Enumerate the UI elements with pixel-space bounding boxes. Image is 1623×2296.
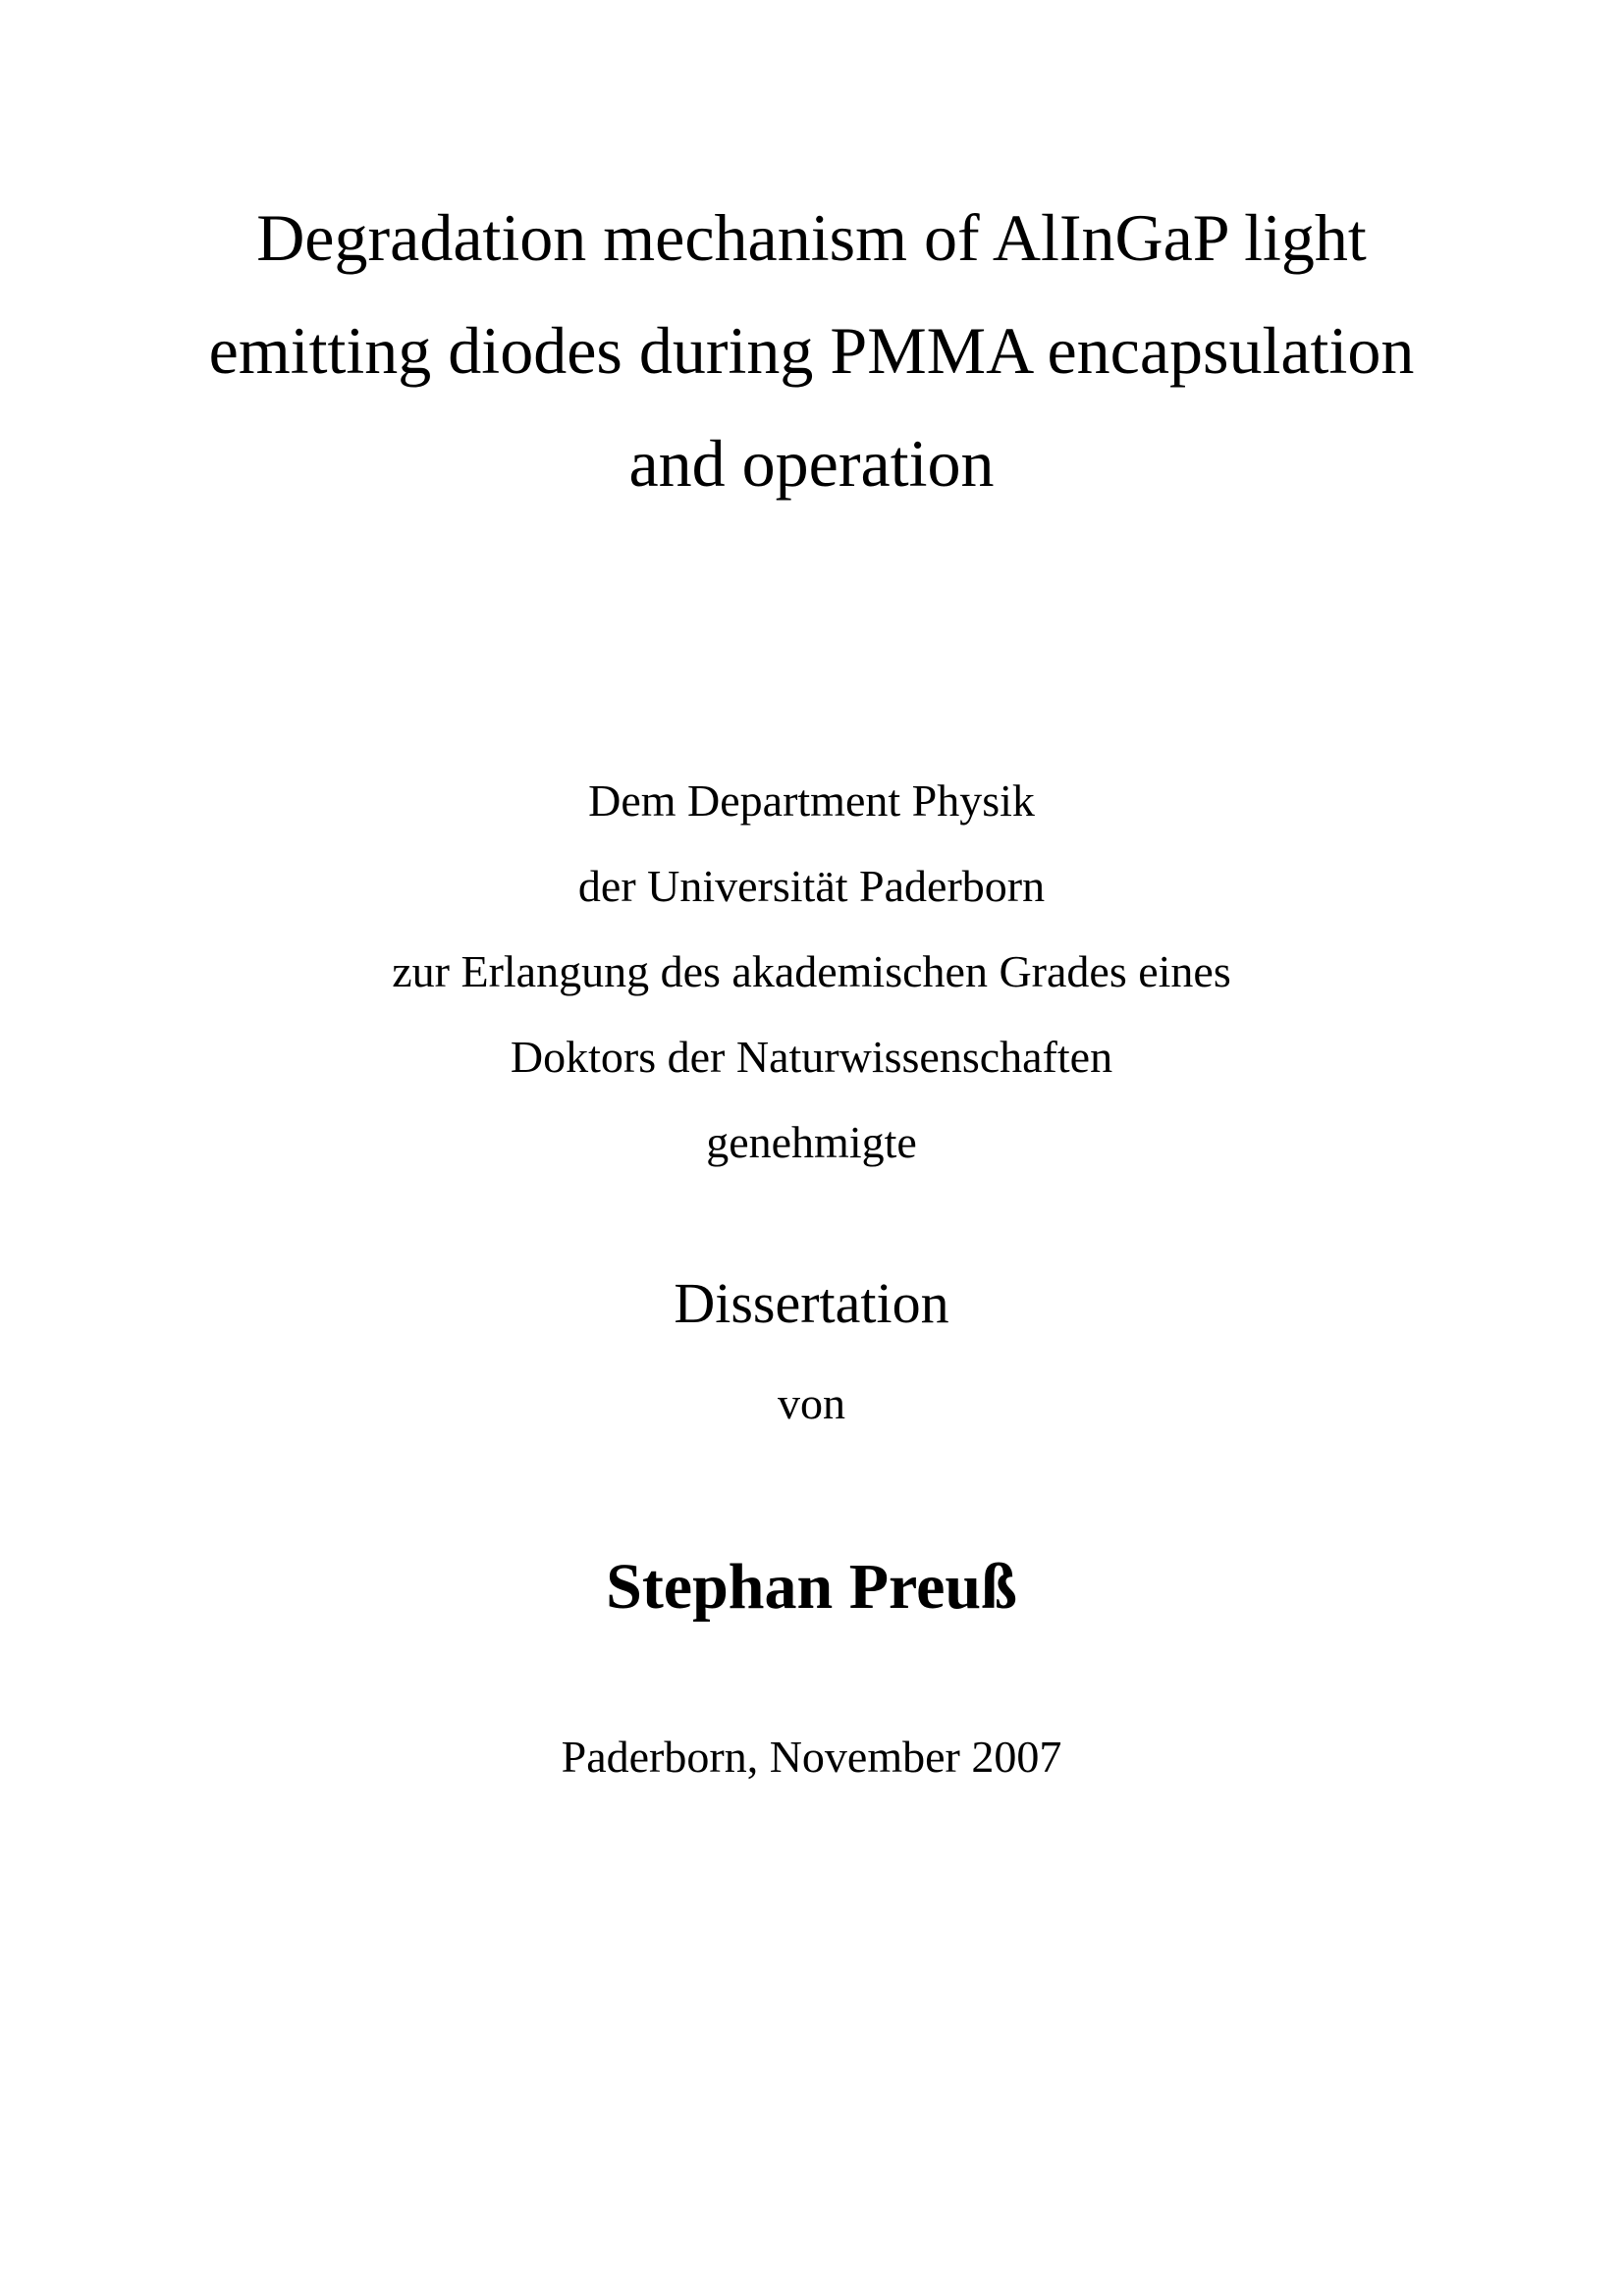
submission-statement — [0, 758, 1623, 1185]
submission-line-4: Doktors der Naturwissenschaften — [510, 1032, 1113, 1082]
document-type: Dissertation — [674, 1271, 949, 1335]
place-and-date: Paderborn, November 2007 — [561, 1732, 1062, 1782]
von-label: von — [778, 1378, 845, 1428]
thesis-title-line-3: and operation — [628, 426, 995, 501]
submission-line-1: Dem Department Physik — [588, 775, 1035, 826]
submission-line-2: der Universität Paderborn — [577, 861, 1046, 911]
thesis-title-line-2: emitting diodes during PMMA encapsulation — [208, 313, 1415, 388]
submission-line-5: genehmigte — [706, 1117, 917, 1167]
submission-line-3: zur Erlangung des akademischen Grades eines — [392, 946, 1231, 996]
thesis-title — [0, 182, 1623, 520]
thesis-title-line-1: Degradation mechanism of AlInGaP light — [256, 200, 1367, 275]
author-name: Stephan Preuß — [606, 1551, 1017, 1623]
